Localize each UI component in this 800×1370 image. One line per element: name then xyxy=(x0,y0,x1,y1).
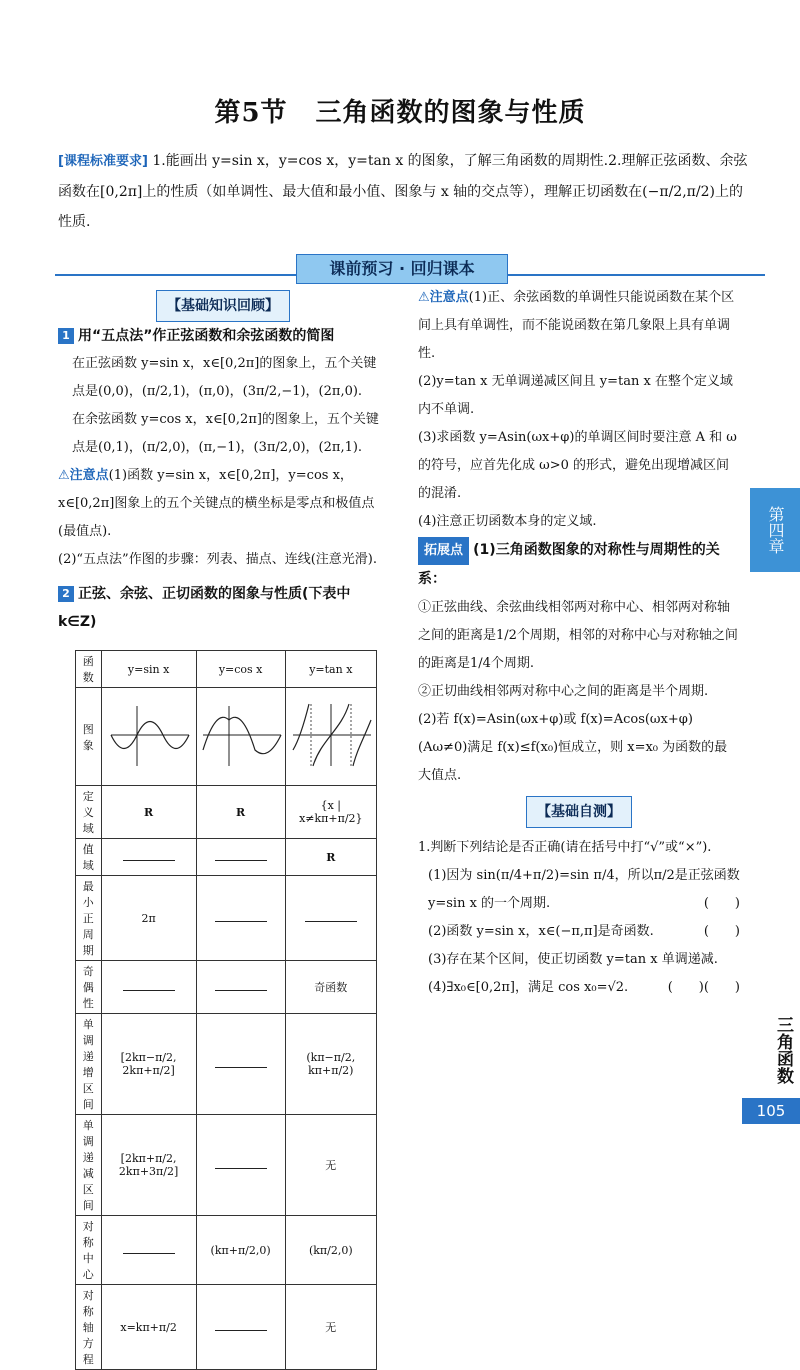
table-cell: (kπ/2,0) xyxy=(285,1216,376,1285)
row-label: 图象 xyxy=(76,688,102,786)
blank-cell xyxy=(196,839,285,876)
note-2: (2)y=tan x 无单调递减区间且 y=tan x 在整个定义域内不单调. xyxy=(418,374,733,417)
row-label: 单调递减区间 xyxy=(76,1115,102,1216)
self-test-heading: 【基础自测】 xyxy=(526,796,632,828)
requirement-tag: [课程标准要求] xyxy=(58,154,148,169)
sub-question-4: (4)∃x₀∈[0,2π]，满足 cos x₀=√2. ( ) xyxy=(418,974,740,1002)
section-name: 三角函数的图象与性质 xyxy=(315,98,586,128)
row-label: 定义域 xyxy=(76,786,102,839)
table-cell: [2kπ−π/2, 2kπ+π/2] xyxy=(101,1014,196,1115)
chapter-tab: 第四章 xyxy=(750,488,800,572)
row-label: 值域 xyxy=(76,839,102,876)
answer-paren[interactable]: ( ) xyxy=(703,980,740,995)
blank-cell xyxy=(285,876,376,961)
extension-2: ②正切曲线相邻两对称中心之间的距离是半个周期. xyxy=(418,684,709,699)
course-requirement xyxy=(58,146,748,237)
table-header-cell: y=cos x xyxy=(196,651,285,688)
heading-five-point xyxy=(58,322,388,350)
table-cell: 2π xyxy=(101,876,196,961)
table-cell: R xyxy=(101,786,196,839)
table-row xyxy=(76,1115,377,1216)
answer-blank xyxy=(215,980,267,991)
table-cell: x=kπ+π/2 xyxy=(101,1285,196,1370)
right-column xyxy=(418,284,740,1002)
heading-number: 2 xyxy=(58,586,74,602)
note-4: (4)注意正切函数本身的定义域. xyxy=(418,514,597,529)
answer-blank xyxy=(305,911,357,922)
warning-icon-label: ⚠注意点 xyxy=(418,290,469,305)
page-title xyxy=(0,92,800,129)
note-3: (3)求函数 y=Asin(ωx+φ)的单调区间时要注意 A 和 ω 的符号，应首先化成 ω>0 的形式，避免出现增减区间的混淆. xyxy=(418,430,737,501)
sub-question-2: (2)函数 y=sin x，x∈(−π,π]是奇函数. ( ) xyxy=(418,918,740,946)
answer-paren[interactable]: ( ) xyxy=(703,924,740,939)
sub-question-3: (3)存在某个区间，使正切函数 y=tan x 单调递减. ( ) xyxy=(418,946,740,974)
heading-properties xyxy=(58,580,388,636)
blank-cell xyxy=(196,1014,285,1115)
tan-graph-icon xyxy=(289,700,373,770)
table-cell: 无 xyxy=(285,1115,376,1216)
table-row xyxy=(76,839,377,876)
note-1: (1)正、余弦函数的单调性只能说函数在某个区间上具有单调性，而不能说函数在第几象限上具有单调性. xyxy=(418,290,735,361)
table-header-row xyxy=(76,651,377,688)
warning-icon-label: ⚠注意点 xyxy=(58,468,109,483)
row-label: 对称中心 xyxy=(76,1216,102,1285)
blank-cell xyxy=(101,839,196,876)
heading-number: 1 xyxy=(58,328,74,344)
blank-cell xyxy=(101,1216,196,1285)
extension-3: (2)若 f(x)=Asin(ωx+φ)或 f(x)=Acos(ωx+φ)(Aω≠0)满足 f(x)≤f(x₀)恒成立，则 x=x₀ 为函数的最大值点. xyxy=(418,712,728,783)
cos-key-points: 在余弦函数 y=cos x，x∈[0,2π]的图象上，五个关键点是(0,1)，(π/2,0)，(π,−1)，(3π/2,0)，(2π,1). xyxy=(72,412,379,455)
tan-graph xyxy=(285,688,376,786)
row-label: 单调递增区间 xyxy=(76,1014,102,1115)
sub-question-1: (1)因为 sin(π/4+π/2)=sin π/4，所以π/2是正弦函数 y=sin x 的一个周期. ( ) xyxy=(418,862,740,918)
answer-blank xyxy=(215,850,267,861)
table-cell: (kπ−π/2, kπ+π/2) xyxy=(285,1014,376,1115)
blank-cell xyxy=(196,876,285,961)
answer-paren[interactable]: ( ) xyxy=(667,980,704,995)
extension-title: (1)三角函数图象的对称性与周期性的关系： xyxy=(418,542,720,587)
table-row xyxy=(76,961,377,1014)
table-row xyxy=(76,1216,377,1285)
answer-blank xyxy=(215,911,267,922)
table-cell: R xyxy=(285,839,376,876)
sin-graph-icon xyxy=(107,700,191,770)
answer-blank xyxy=(215,1057,267,1068)
sin-graph xyxy=(101,688,196,786)
blank-cell xyxy=(196,1285,285,1370)
answer-blank xyxy=(215,1320,267,1331)
preview-banner: 课前预习 · 回归课本 xyxy=(296,254,508,284)
requirement-text: 1.能画出 y=sin x，y=cos x，y=tan x 的图象，了解三角函数的周期性.2.理解正弦函数、余弦函数在[0,2π]上的性质（如单调性、最大值和最小值、图象与 x 轴的交点等），理解正切函数在(−π/2,π/2)上的性质. xyxy=(58,153,748,230)
row-label: 最小正周期 xyxy=(76,876,102,961)
chapter-name: 三角函数 xyxy=(773,1016,793,1084)
note-1: (1)函数 y=sin x，x∈[0,2π]，y=cos x，x∈[0,2π]图象上的五个关键点的横坐标是零点和极值点(最值点). xyxy=(58,468,375,539)
page-number: 105 xyxy=(742,1098,800,1124)
table-cell: (kπ+π/2,0) xyxy=(196,1216,285,1285)
table-cell: 奇函数 xyxy=(285,961,376,1014)
properties-table xyxy=(75,650,377,1370)
sin-key-points: 在正弦函数 y=sin x，x∈[0,2π]的图象上，五个关键点是(0,0)，(π/2,1)，(π,0)，(3π/2,−1)，(2π,0). xyxy=(72,356,377,399)
table-header-cell: y=sin x xyxy=(101,651,196,688)
blank-cell xyxy=(196,1115,285,1216)
basic-review-heading: 【基础知识回顾】 xyxy=(156,290,290,322)
heading-text: 用“五点法”作正弦函数和余弦函数的简图 xyxy=(78,328,335,344)
table-cell: {x | x≠kπ+π/2} xyxy=(285,786,376,839)
note-2: (2)“五点法”作图的步骤：列表、描点、连线(注意光滑). xyxy=(58,552,377,567)
row-label: 奇偶性 xyxy=(76,961,102,1014)
table-header-cell: 函数 xyxy=(76,651,102,688)
table-cell: R xyxy=(196,786,285,839)
table-header-cell: y=tan x xyxy=(285,651,376,688)
table-row xyxy=(76,688,377,786)
extension-label: 拓展点 xyxy=(418,537,469,565)
table-row xyxy=(76,786,377,839)
table-cell: [2kπ+π/2, 2kπ+3π/2] xyxy=(101,1115,196,1216)
blank-cell xyxy=(196,961,285,1014)
blank-cell xyxy=(101,961,196,1014)
answer-blank xyxy=(123,850,175,861)
left-column xyxy=(58,290,388,636)
table-row xyxy=(76,876,377,961)
cos-graph-icon xyxy=(199,700,283,770)
question: 1.判断下列结论是否正确(请在括号中打“√”或“×”). xyxy=(418,840,712,855)
heading-text: 正弦、余弦、正切函数的图象与性质(下表中 k∈Z) xyxy=(58,586,351,630)
extension-1: ①正弦曲线、余弦曲线相邻两对称中心、相邻两对称轴之间的距离是1/2个周期，相邻的对称中心与对称轴之间的距离是1/4个周期. xyxy=(418,600,738,671)
answer-blank xyxy=(123,980,175,991)
answer-paren[interactable]: ( ) xyxy=(703,896,740,911)
table-cell: 无 xyxy=(285,1285,376,1370)
table-row xyxy=(76,1285,377,1370)
answer-blank xyxy=(123,1243,175,1254)
answer-blank xyxy=(215,1158,267,1169)
section-number: 第5节 xyxy=(214,98,288,128)
row-label: 对称轴方程 xyxy=(76,1285,102,1370)
table-row xyxy=(76,1014,377,1115)
cos-graph xyxy=(196,688,285,786)
